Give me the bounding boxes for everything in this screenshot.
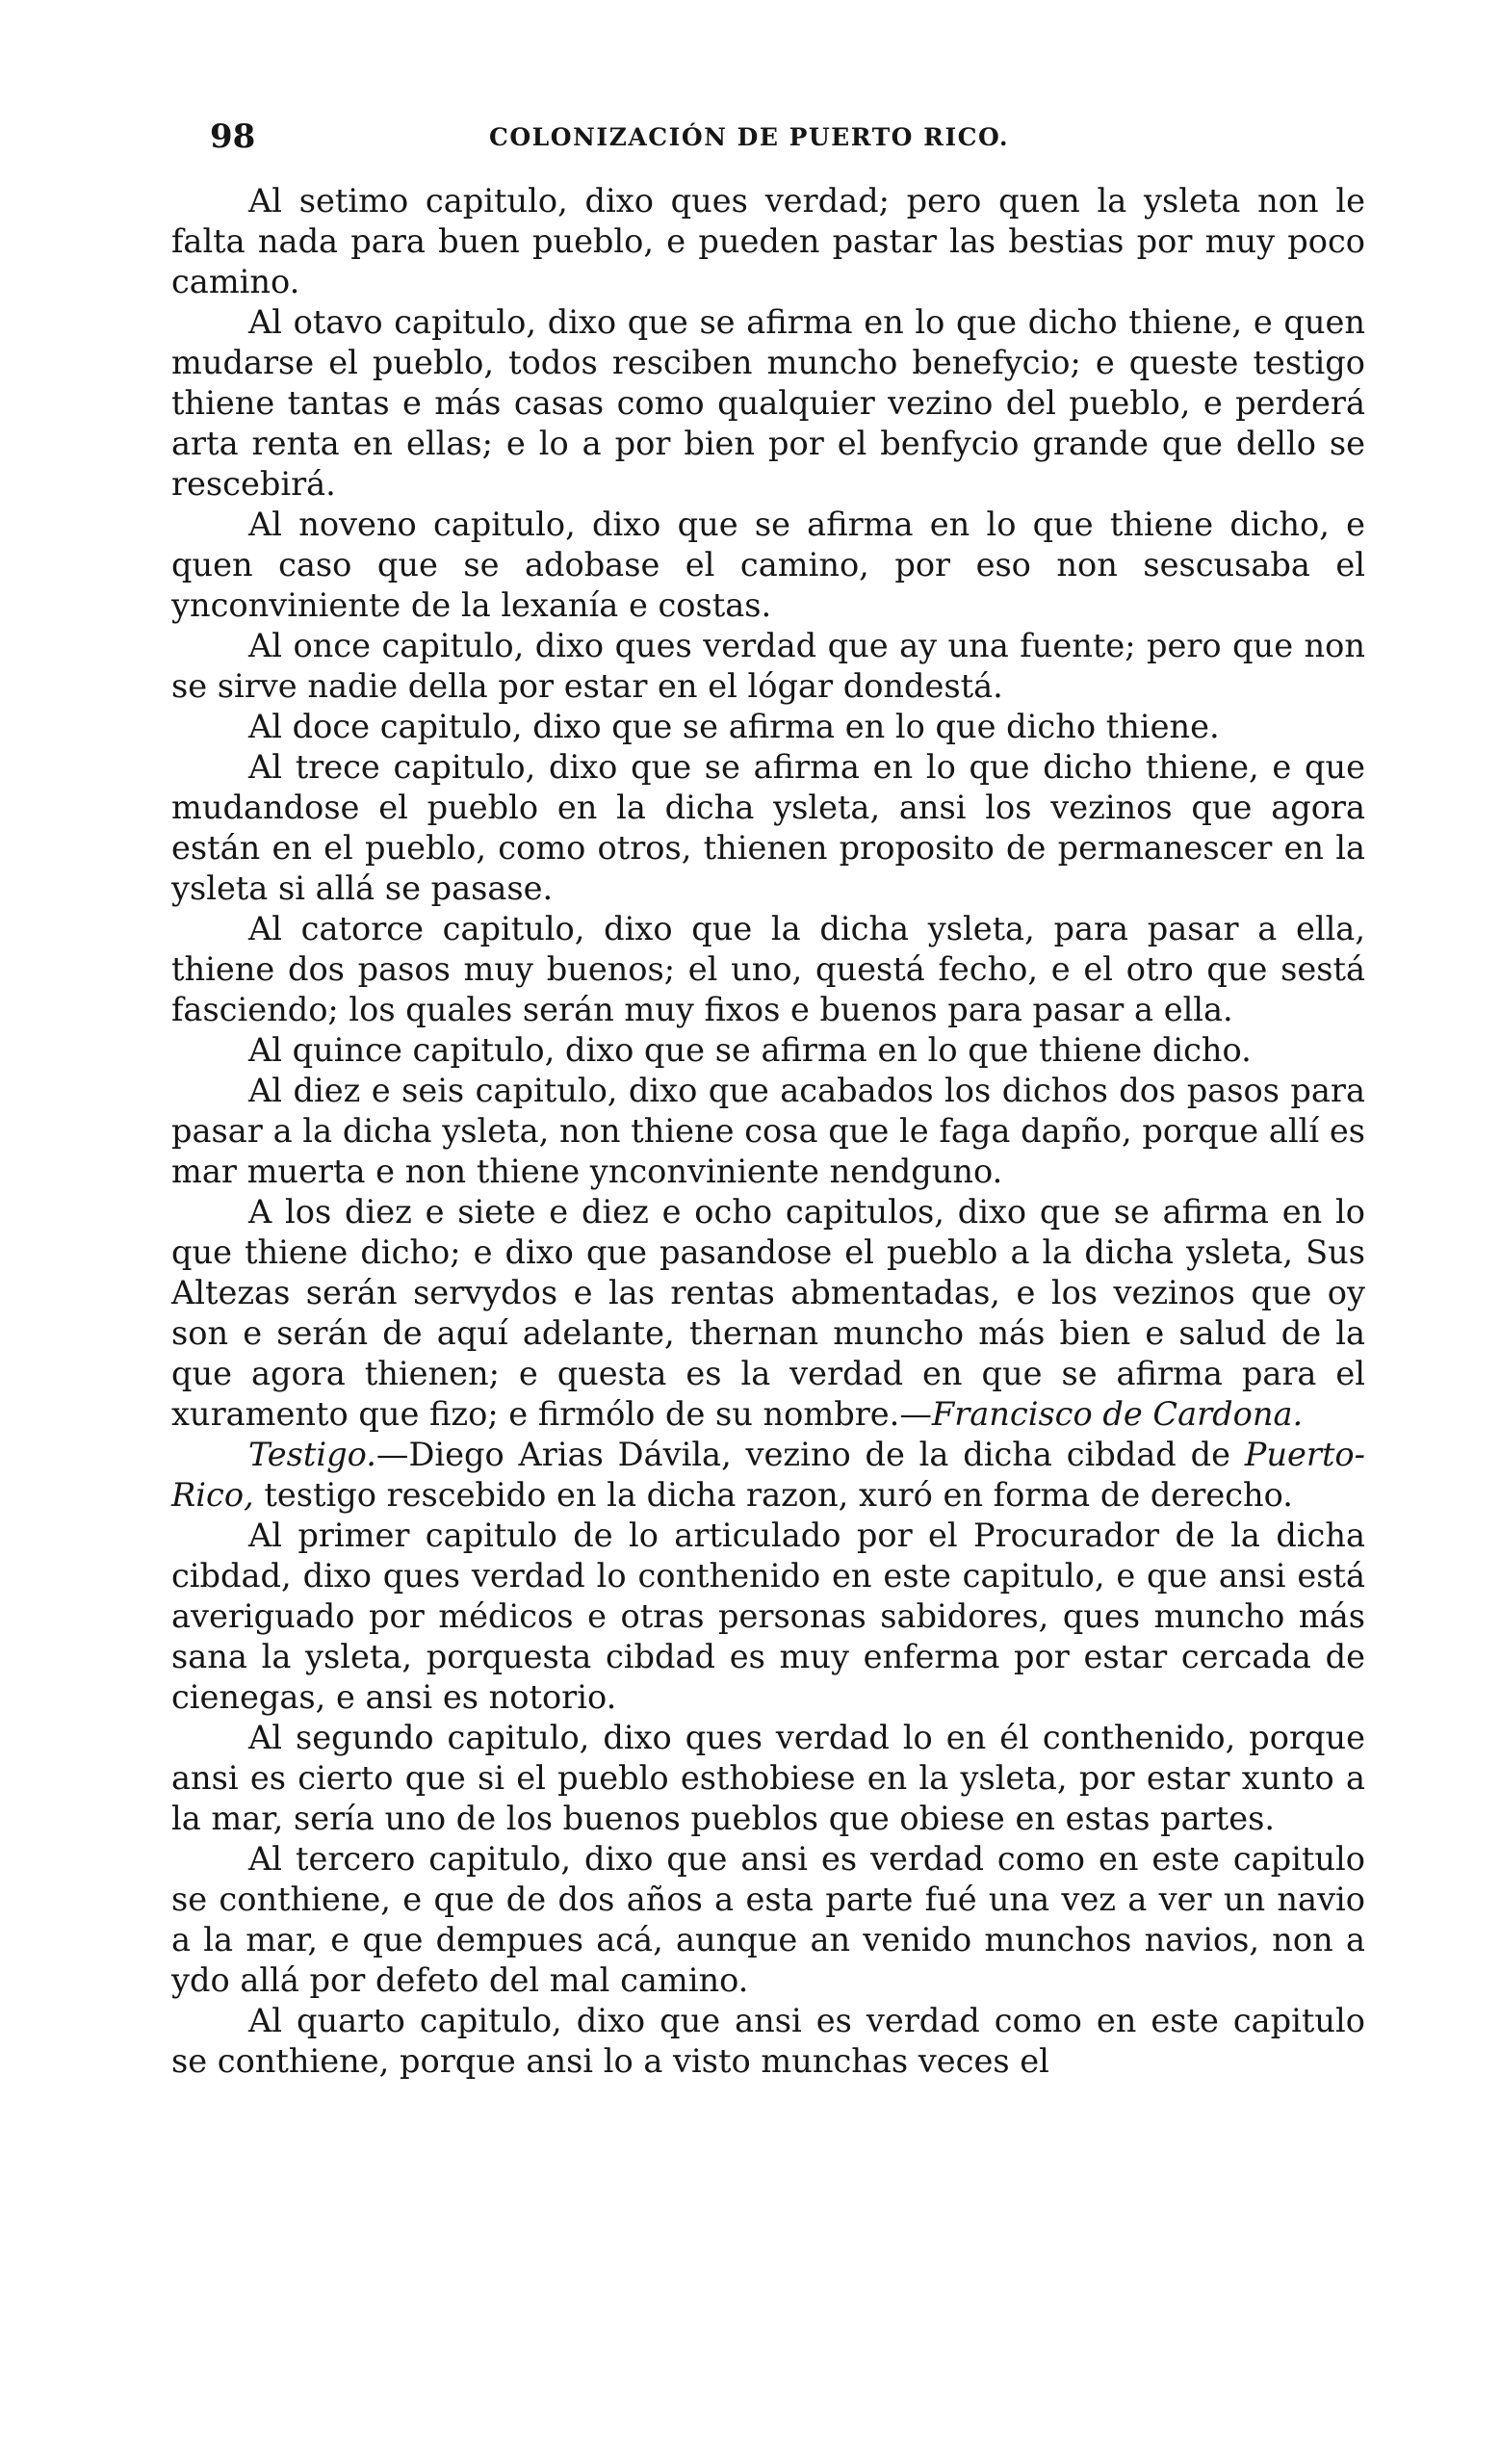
- paragraph-8: [171, 302, 1365, 505]
- running-title: COLONIZACIÓN DE PUERTO RICO.: [489, 123, 1010, 151]
- paragraph-15: [171, 1030, 1365, 1071]
- paragraph-text: Al noveno capitulo, dixo que se afirma en lo que thiene dicho, e quen caso que se adobase el camino, por eso non sescusaba el ynconviniente de la lexanía e costas.: [171, 506, 1365, 624]
- paragraph-11: [171, 626, 1365, 707]
- paragraph-17-18: [171, 1192, 1365, 1435]
- paragraph-text: Al tercero capitulo, dixo que ansi es verdad como en este capitulo se conthiene, e que de dos años a esta parte fué una vez a ver un navio a la mar, e que dempues acá, aunque an venido munchos navios, non a ydo allá por defeto del mal camino.: [171, 1840, 1365, 1999]
- paragraph-witness-3: [171, 1839, 1365, 2001]
- paragraph-text: Al primer capitulo de lo articulado por el Procurador de la dicha cibdad, dixo ques verdad lo conthenido en este capitulo, e que ansi está averiguado por médicos e otras personas sabidores, ques muncho más sana la ysleta, porquesta cibdad es muy enferma por estar cercada de cienegas, e ansi es notorio.: [171, 1517, 1365, 1716]
- paragraph-witness-4: [171, 2001, 1365, 2082]
- paragraph-text: Al catorce capitulo, dixo que la dicha ysleta, para pasar a ella, thiene dos pasos muy buenos; el uno, questá fecho, e el otro que sestá fasciendo; los quales serán muy fixos e buenos para pasar a ella.: [171, 910, 1365, 1028]
- paragraph-7: [171, 181, 1365, 302]
- paragraph-text-continued: testigo rescebido en la dicha razon, xuró en forma de derecho.: [253, 1476, 1293, 1514]
- page-header: [171, 114, 1365, 168]
- paragraph-witness-2: [171, 1718, 1365, 1839]
- paragraph-text: Al doce capitulo, dixo que se afirma en lo que dicho thiene.: [248, 708, 1220, 745]
- paragraph-text: —Diego Arias Dávila, vezino de la dicha cibdad de: [375, 1436, 1245, 1473]
- paragraph-text: Al once capitulo, dixo ques verdad que ay una fuente; pero que non se sirve nadie della por estar en el lógar dondestá.: [171, 627, 1365, 705]
- paragraph-text: Al segundo capitulo, dixo ques verdad lo en él conthenido, porque ansi es cierto que si el pueblo esthobiese en la ysleta, por estar xunto a la mar, sería uno de los buenos pueblos que obiese en estas partes.: [171, 1719, 1365, 1837]
- paragraph-text: Al diez e seis capitulo, dixo que acabados los dichos dos pasos para pasar a la dicha ysleta, non thiene cosa que le faga dapño, porque allí es mar muerta e non thiene ynconviniente nendguno.: [171, 1072, 1365, 1190]
- paragraph-12: [171, 707, 1365, 747]
- paragraph-text: A los diez e siete e diez e ocho capitulos, dixo que se afirma en lo que thiene dicho; e dixo que pasandose el pueblo a la dicha ysleta, Sus Altezas serán servydos e las rentas abmentadas, e los vezinos que oy son e serán de aquí adelante, thernan muncho más bien e salud de la que agora thienen; e questa es la verdad en que se afirma para el xuramento que fizo; e firmólo de su nombre.—: [171, 1193, 1365, 1433]
- witness-label: Testigo.: [248, 1436, 376, 1473]
- paragraph-text: Al otavo capitulo, dixo que se afirma en lo que dicho thiene, e quen mudarse el pueblo, todos resciben muncho benefycio; e queste testigo thiene tantas e más casas como qualquier vezino del pueblo, e perderá arta renta en ellas; e lo a por bien por el benfycio grande que dello se rescebirá.: [171, 303, 1365, 503]
- paragraph-13: [171, 747, 1365, 909]
- signature-name: Francisco de Cardona.: [931, 1395, 1304, 1433]
- paragraph-16: [171, 1071, 1365, 1192]
- page-number: 98: [210, 117, 256, 156]
- paragraph-text: Al trece capitulo, dixo que se afirma en lo que dicho thiene, e que mudandose el pueblo en la dicha ysleta, ansi los vezinos que agora están en el pueblo, como otros, thienen proposito de permanescer en la ysleta si allá se pasase.: [171, 748, 1365, 907]
- body-text: [171, 181, 1365, 2082]
- paragraph-14: [171, 909, 1365, 1030]
- place-name: Puerto-Rico,: [171, 1436, 1365, 1514]
- paragraph-text: Al quince capitulo, dixo que se afirma en lo que thiene dicho.: [248, 1031, 1252, 1069]
- paragraph-text: Al quarto capitulo, dixo que ansi es verdad como en este capitulo se conthiene, porque ansi lo a visto munchas veces el: [171, 2002, 1365, 2080]
- paragraph-text: Al setimo capitulo, dixo ques verdad; pero quen la ysleta non le falta nada para buen pueblo, e pueden pastar las bestias por muy poco camino.: [171, 182, 1365, 300]
- paragraph-witness: [171, 1435, 1365, 1516]
- paragraph-witness-1: [171, 1516, 1365, 1718]
- paragraph-9: [171, 505, 1365, 626]
